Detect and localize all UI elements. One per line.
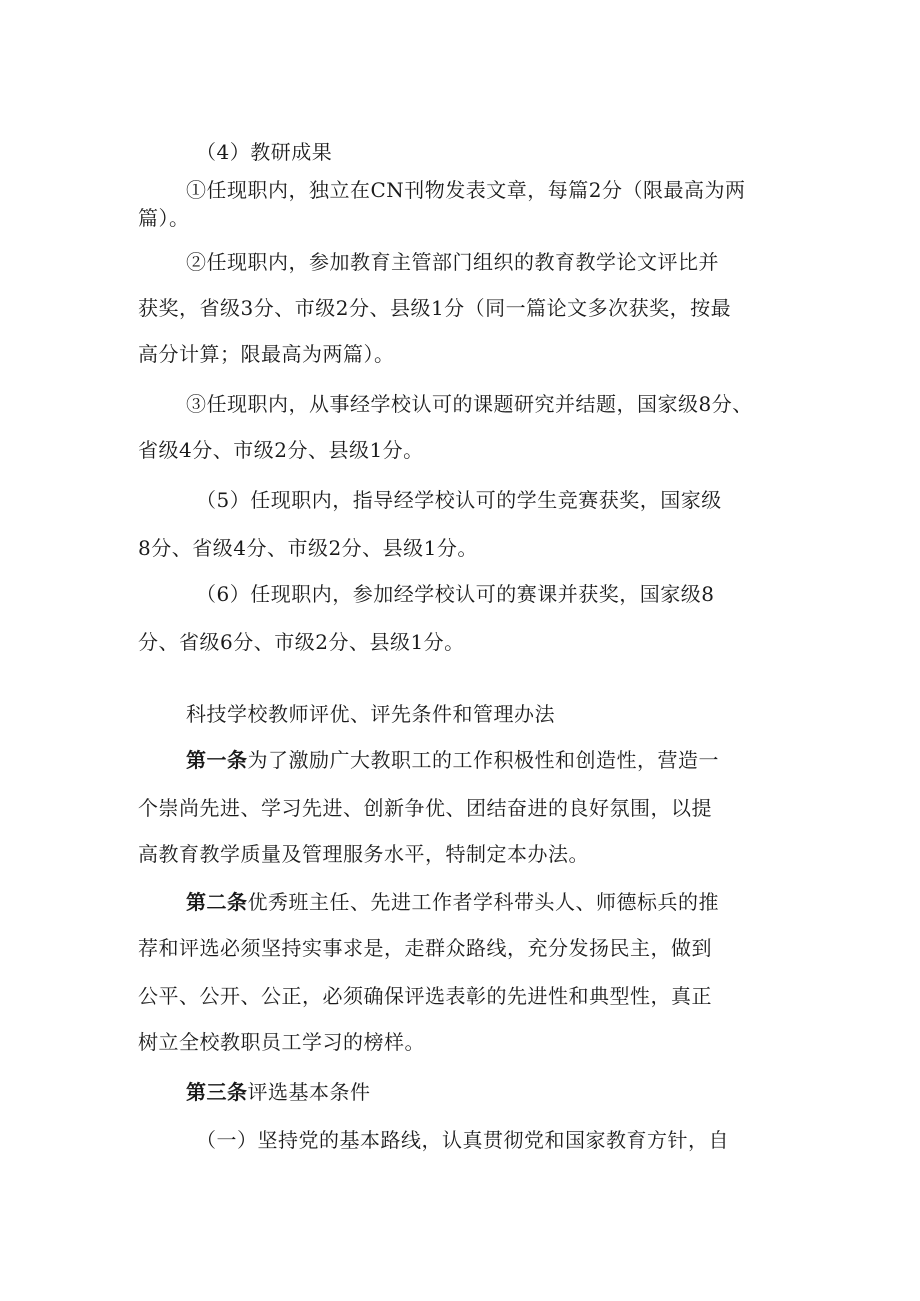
article-1-line-1 [186,746,846,774]
section-5-line-2: 8分、省级4分、市级2分、县级1分。 [138,536,478,560]
article-2-text: 优秀班主任、先进工作者学科带头人、师德标兵的推 [247,890,719,914]
item-2-line-2: 获奖，省级3分、市级2分、县级1分（同一篇论文多次获奖，按最 [138,296,732,320]
document-title: 科技学校教师评优、评先条件和管理办法 [186,702,555,726]
item-1-line-1: ①任现职内，独立在CN刊物发表文章，每篇2分（限最高为两 [186,178,746,202]
article-1-label: 第一条 [186,748,248,772]
article-3-text: 评选基本条件 [247,1080,371,1104]
article-3-item-1: （一）坚持党的基本路线，认真贯彻党和国家教育方针，自 [196,1128,729,1152]
section-5-line-1: （5）任现职内，指导经学校认可的学生竞赛获奖，国家级 [196,488,722,512]
item-3-line-1: ③任现职内，从事经学校认可的课题研究并结题，国家级8分、 [186,392,753,416]
item-1-line-2: 篇）。 [138,206,190,230]
article-2-label: 第二条 [186,890,248,914]
section-6-line-1: （6）任现职内，参加经学校认可的赛课并获奖，国家级8 [196,582,715,606]
article-2-line-1 [186,888,846,916]
article-2-line-4: 树立全校教职员工学习的榜样。 [138,1030,425,1054]
item-2-line-1: ②任现职内，参加教育主管部门组织的教育教学论文评比并 [186,250,719,274]
item-3-line-2: 省级4分、市级2分、县级1分。 [138,438,424,462]
article-2-line-3: 公平、公开、公正，必须确保评选表彰的先进性和典型性，真正 [138,984,712,1008]
section-4-heading: （4）教研成果 [196,140,333,164]
article-1-line-2: 个崇尚先进、学习先进、创新争优、团结奋进的良好氛围，以提 [138,796,712,820]
article-1-text: 为了激励广大教职工的工作积极性和创造性，营造一 [247,748,719,772]
article-3-label: 第三条 [186,1080,248,1104]
article-2-line-2: 荐和评选必须坚持实事求是，走群众路线，充分发扬民主，做到 [138,936,712,960]
item-2-line-3: 高分计算；限最高为两篇）。 [138,342,395,366]
article-1-line-3: 高教育教学质量及管理服务水平，特制定本办法。 [138,842,589,866]
article-3-line-1 [186,1078,846,1106]
section-6-line-2: 分、省级6分、市级2分、县级1分。 [138,630,465,654]
